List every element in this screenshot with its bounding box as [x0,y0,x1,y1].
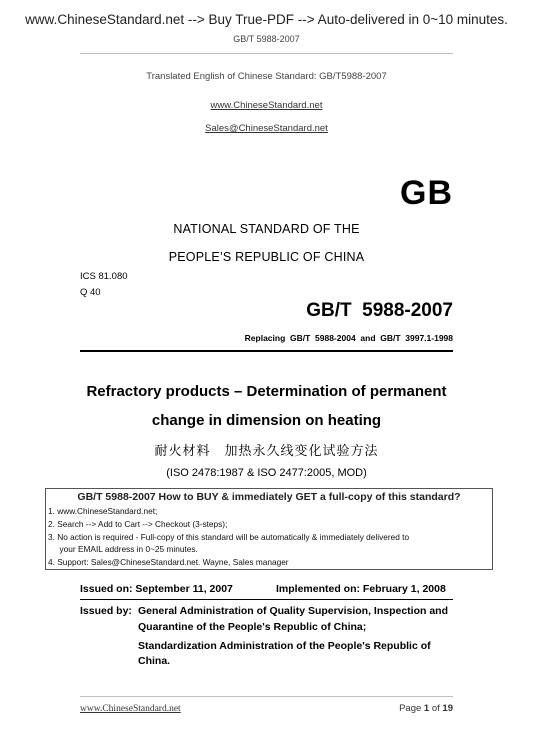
page-total: 19 [442,703,453,714]
footer-divider [80,696,453,697]
replacing-note: Replacing GB/T 5988-2004 and GB/T 3997.1-1998 [244,333,453,343]
issuer-line: China. [138,655,171,667]
header-divider [80,53,453,54]
purchase-box-title: GB/T 5988-2007 How to BUY & immediately GET a full-copy of this standard? [77,491,461,503]
purchase-step: 3. No action is required - Full-copy of this standard will be automatically & immediately delivered to [48,532,410,542]
issuer-line: Quarantine of the People's Republic of China; [138,621,367,633]
ics-code: ICS 81.080 [80,271,128,282]
header-doc-code: GB/T 5988-2007 [233,34,300,44]
translated-notice: Translated English of Chinese Standard: GB/T5988-2007 [146,71,387,82]
page-current: 1 [423,703,430,714]
page-label: Page [399,703,422,714]
issued-by-label: Issued by: [80,605,132,617]
issued-date: Issued on: September 11, 2007 [80,583,233,595]
header-banner: www.ChineseStandard.net --> Buy True-PDF --> Auto-delivered in 0~10 minutes. [25,12,508,27]
purchase-info-box [45,488,493,570]
issuer-line: General Administration of Quality Supervision, Inspection and [138,605,448,617]
purchase-step: 4. Support: Sales@ChineseStandard.net. Wayne, Sales manager [48,557,289,567]
footer-website-link[interactable]: www.ChineseStandard.net [80,704,181,714]
ccs-code: Q 40 [80,287,101,298]
document-title-line2: change in dimension on heating [151,412,382,429]
document-title-line1: Refractory products – Determination of permanent [86,383,447,400]
dates-divider [80,599,453,600]
standard-number: GB/T 5988-2007 [306,300,453,321]
email-row [0,118,533,136]
national-standard-line1: NATIONAL STANDARD OF THE [173,222,360,236]
purchase-step: your EMAIL address in 0~25 minutes. [48,544,198,554]
page-number [399,703,453,714]
gb-mark: GB [400,174,453,212]
purchase-step: 1. www.ChineseStandard.net; [48,506,158,516]
email-link[interactable]: Sales@ChineseStandard.net [205,123,328,134]
purchase-step: 2. Search --> Add to Cart --> Checkout (3-steps); [48,519,228,529]
title-divider [80,350,453,352]
iso-reference: (ISO 2478:1987 & ISO 2477:2005, MOD) [166,467,367,479]
national-standard-line2: PEOPLE’S REPUBLIC OF CHINA [168,250,365,264]
website-link[interactable]: www.ChineseStandard.net [210,100,323,111]
chinese-title: 耐火材料 加热永久线变化试验方法 [154,444,379,459]
issuer-line: Standardization Administration of the People's Republic of [138,640,431,652]
implemented-date: Implemented on: February 1, 2008 [276,583,446,595]
website-row [0,95,533,113]
page-of: of [431,703,440,714]
